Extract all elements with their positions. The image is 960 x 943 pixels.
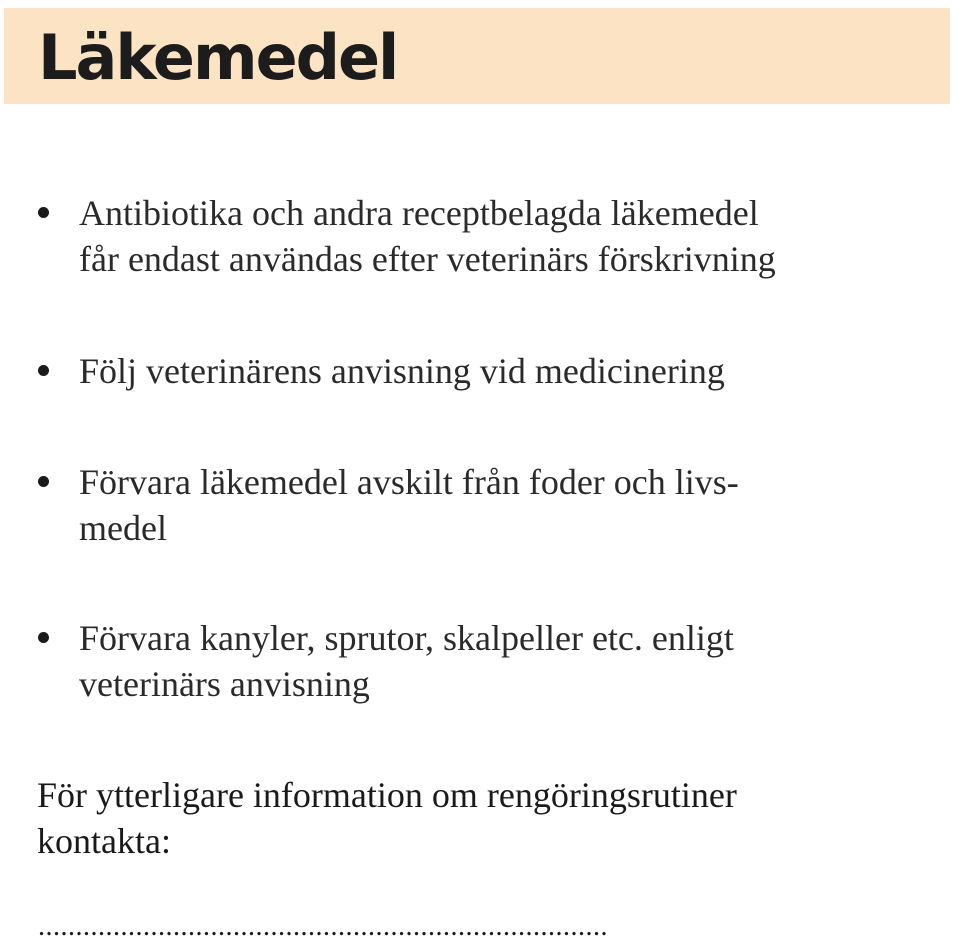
bullet-text: Följ veterinärens anvisning vid medicinering: [79, 351, 725, 391]
bullet-text: Förvara kanyler, sprutor, skalpeller etc. enligt veterinärs anvisning: [79, 618, 734, 704]
bullet-dot-icon: [38, 365, 49, 376]
page-title: Läkemedel: [38, 21, 398, 94]
bullet-dot-icon: [38, 632, 49, 643]
bullet-text: Antibiotika och andra receptbelagda läkemedel får endast användas efter veterinärs förskrivning: [79, 193, 776, 279]
bullet-dot-icon: [38, 207, 49, 218]
bullet-text: Förvara läkemedel avskilt från foder och livs- medel: [79, 462, 739, 548]
contact-fill-line: ............................................................................: [38, 912, 608, 942]
bullet-dot-icon: [38, 476, 49, 487]
contact-info-text: För ytterligare information om rengöringsrutiner kontakta:: [37, 775, 737, 861]
